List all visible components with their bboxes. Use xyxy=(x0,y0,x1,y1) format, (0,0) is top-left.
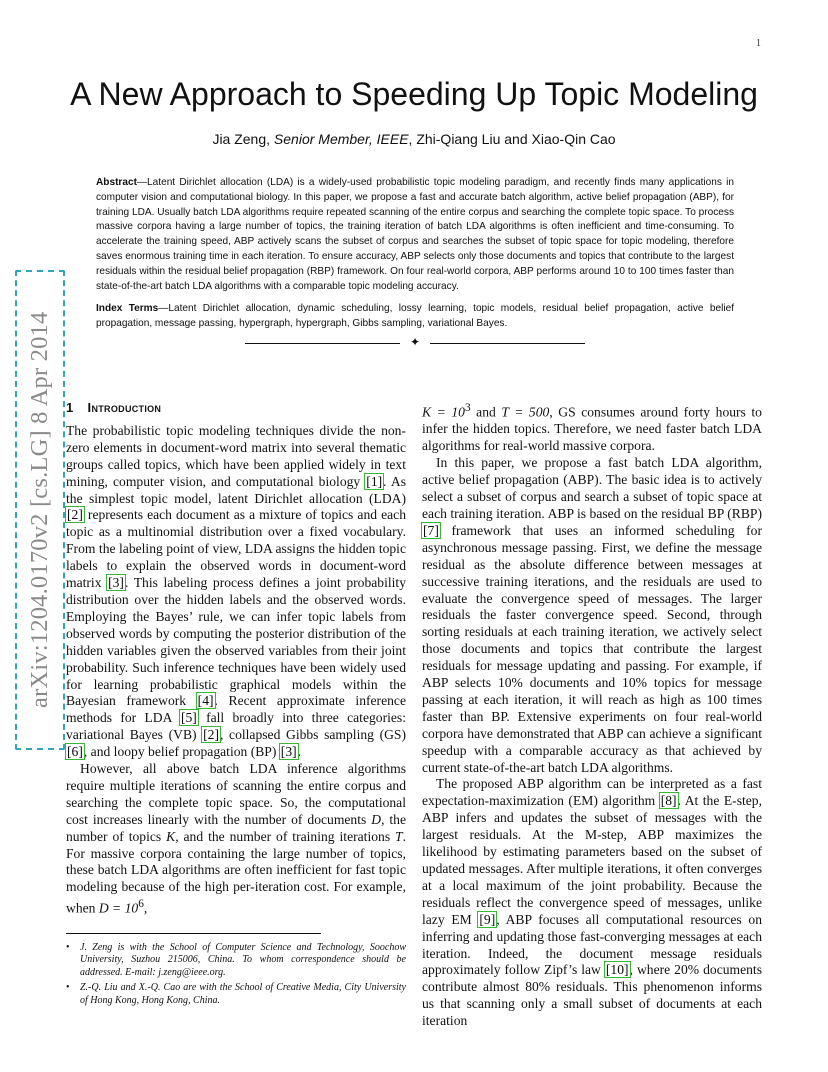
authors xyxy=(0,131,828,147)
intro-paragraph-4 xyxy=(422,776,762,1030)
text-run: , and the number of training iterations xyxy=(175,828,396,844)
math-equation: T = 500 xyxy=(501,404,550,420)
abstract xyxy=(96,176,734,294)
divider-line-right xyxy=(430,343,585,344)
bullet-icon: • xyxy=(66,942,70,953)
citation-link[interactable]: [1] xyxy=(366,473,383,489)
footnote-text: Z.-Q. Liu and X.-Q. Cao are with the School of Creative Media, City University of Hong Kong, Hong Kong, China. xyxy=(80,982,406,1006)
citation-link[interactable]: [2] xyxy=(67,507,83,523)
text-run: . xyxy=(297,744,302,760)
footnote-item xyxy=(66,982,406,1007)
section-heading xyxy=(66,400,406,417)
text-run: , ABP focuses all computational resources on inferring and updating those fast-converging messages at each iteration. Indeed, the document message residuals approximately follow Zipf’s law xyxy=(422,911,762,978)
text-run: The proposed ABP algorithm can be interpreted as a fast expectation-maximization (EM) algorithm xyxy=(422,776,762,809)
math-symbol: K xyxy=(166,828,176,844)
text-run: The probabilistic topic modeling techniques divide the non-zero elements in document-word matrix into several thematic groups called topics, which have been applied widely in text mining, computer vision, and computational biology xyxy=(66,422,406,489)
citation-link[interactable]: [2] xyxy=(203,727,220,743)
footnote-item xyxy=(66,942,406,979)
section-title: Introduction xyxy=(87,400,162,415)
text-run: fall broadly into three categories: variational Bayes (VB) xyxy=(66,710,406,743)
author-name-1: Jia Zeng, xyxy=(212,131,274,147)
divider-line-left xyxy=(245,343,400,344)
citation-link[interactable]: [6] xyxy=(67,744,83,760)
intro-paragraph-2-continued xyxy=(422,400,762,455)
citation-link[interactable]: [7] xyxy=(423,522,439,538)
abstract-text: —Latent Dirichlet allocation (LDA) is a widely-used probabilistic topic modeling paradigm, and recently finds many applications in computer vision and computational biology. In this paper, we propose a fast and accurate batch algorithm, active belief propagation (ABP), for training LDA. Usually batch LDA algorithms require repeated scanning of the entire corpus and searching the complete topic space. To process massive corpora having a large number of topics, the training iteration of batch LDA algorithms is often inefficient and time-consuming. To accelerate the training speed, ABP actively scans the subset of corpus and searches the subset of topic space for topic modeling, therefore saves enormous training time in each iteration. To ensure accuracy, ABP selects only those documents and topics that contribute to the largest residuals within the residual belief propagation (RBP) framework. On four real-world corpora, ABP performs around 10 to 100 times faster than state-of-the-art batch LDA algorithms with a comparable topic modeling accuracy. xyxy=(96,177,734,292)
text-run: , where 20% documents contribute almost 80% residuals. This phenomenon informs us that scanning only a small subset of documents at each iteration xyxy=(422,962,762,1029)
citation-link[interactable]: [4] xyxy=(197,693,214,709)
footnote-rule xyxy=(66,933,321,934)
text-run: In this paper, we propose a fast batch LDA algorithm, active belief propagation (ABP). The basic idea is to actively select a subset of corpus and search a subset of topic space at each training iteration. ABP is based on the residual BP (RBP) xyxy=(422,455,762,521)
divider-star-icon: ✦ xyxy=(409,335,421,349)
text-run: represents each document as a mixture of topics and each topic as a multinomial distribution over a fixed vocabulary. From the labeling point of view, LDA assigns the hidden topic labels to explain the observed words in document-word matrix xyxy=(66,507,406,591)
text-run: , GS consumes around forty hours to infer the hidden topics. Therefore, we need faster batch LDA algorithms for real-world massive corpora. xyxy=(422,404,762,454)
index-terms-label: Index Terms xyxy=(96,303,159,314)
math-equation: D = 10 xyxy=(98,900,139,916)
citation-link[interactable]: [3] xyxy=(108,575,124,591)
citation-link[interactable]: [3] xyxy=(280,744,297,760)
index-terms-text: —Latent Dirichlet allocation, dynamic scheduling, lossy learning, topic models, residual belief propagation, active belief propagation, message passing, hypergraph, hypergraph, Gibbs sampling, variational Bayes. xyxy=(96,303,734,329)
text-run: . For massive corpora containing the large number of topics, these batch LDA algorithms are often inefficient for fast topic modeling because of the high per-iteration cost. For example, when xyxy=(66,828,407,916)
text-run: However, all above batch LDA inference algorithms require multiple iterations of scanning the entire corpus and searching the complete topic space. So, the computational cost increases linearly with the number of documents xyxy=(66,761,406,827)
paper-title: A New Approach to Speeding Up Topic Modeling xyxy=(70,76,758,112)
text-run: , collapsed Gibbs sampling (GS) xyxy=(220,727,406,743)
citation-link[interactable]: [9] xyxy=(479,911,496,927)
citation-link[interactable]: [8] xyxy=(660,793,677,809)
text-run: . As the simplest topic model, latent Dirichlet allocation (LDA) xyxy=(66,473,406,506)
math-symbol: T xyxy=(395,828,403,844)
intro-paragraph-1 xyxy=(66,423,406,761)
intro-paragraph-3 xyxy=(422,455,762,776)
text-run: , xyxy=(143,900,148,916)
math-symbol: D xyxy=(371,811,382,827)
citation-link[interactable]: [5] xyxy=(180,710,197,726)
text-run: . At the E-step, ABP infers and updates the subset of messages with the largest residuals. At the M-step, ABP maximizes the likelihood by estimating parameters based on the subset of updated messages. After multiple iterations, it often converges at a local maximum of the joint probability. Because the residuals reflect the convergence speed of messages, unlike lazy EM xyxy=(422,793,763,927)
index-terms xyxy=(96,302,734,332)
math-equation: K = 10 xyxy=(422,404,465,420)
text-run: , and loopy belief propagation (BP) xyxy=(83,744,280,760)
footnote-text: J. Zeng is with the School of Computer Science and Technology, Soochow University, Suzhou 215006, China. To whom correspondence should be addressed. E-mail: j.zeng@ieee.org. xyxy=(80,942,406,978)
text-run: framework that uses an informed scheduling for asynchronous message passing. First, we define the message residual as the absolute difference between messages at successive training iterations, and the residuals are used to evaluate the convergence speed of messages. The larger residuals the faster convergence speed. Second, through sorting residuals at each training iteration, we actively select those documents and topics that contribute the largest residuals for message updating and passing. For example, if ABP selects 10% documents and 10% topics for message passing at each iteration, it will reach as high as 100 times faster than BP. Extensive experiments on four real-world corpora have demonstrated that ABP can achieve a significant speedup with a comparable accuracy as that achieved by current state-of-the-art batch LDA algorithms. xyxy=(422,522,762,775)
math-exponent: 6 xyxy=(138,898,144,911)
text-run: . Recent approximate inference methods for LDA xyxy=(66,693,406,726)
text-run: . This labeling process defines a joint probability distribution over the hidden labels and the observed words. Employing the Bayes’ rule, we can infer topic labels from observed words by computing the posterior distribution of the hidden variables given the observed variables from their joint probability. Such inference techniques have been widely used for learning probabilistic graphical models within the Bayesian framework xyxy=(66,575,407,709)
abstract-label: Abstract xyxy=(96,177,137,188)
footnotes xyxy=(66,942,406,1010)
bullet-icon: • xyxy=(66,982,70,994)
left-column xyxy=(66,400,406,918)
intro-paragraph-2 xyxy=(66,761,406,918)
right-column xyxy=(422,400,762,1030)
section-number: 1 xyxy=(66,400,74,415)
text-run: , the number of topics xyxy=(66,811,407,844)
math-exponent: 3 xyxy=(464,402,471,414)
section-divider xyxy=(245,335,585,351)
page-number: 1 xyxy=(756,38,761,49)
text-run: and xyxy=(470,404,502,420)
arxiv-stamp: arXiv:1204.0170v2 [cs.LG] 8 Apr 2014 xyxy=(15,270,65,750)
author-names-rest: , Zhi-Qiang Liu and Xiao-Qin Cao xyxy=(408,131,616,147)
author-role-1: Senior Member, IEEE xyxy=(273,131,409,147)
citation-link[interactable]: [10] xyxy=(605,962,629,978)
